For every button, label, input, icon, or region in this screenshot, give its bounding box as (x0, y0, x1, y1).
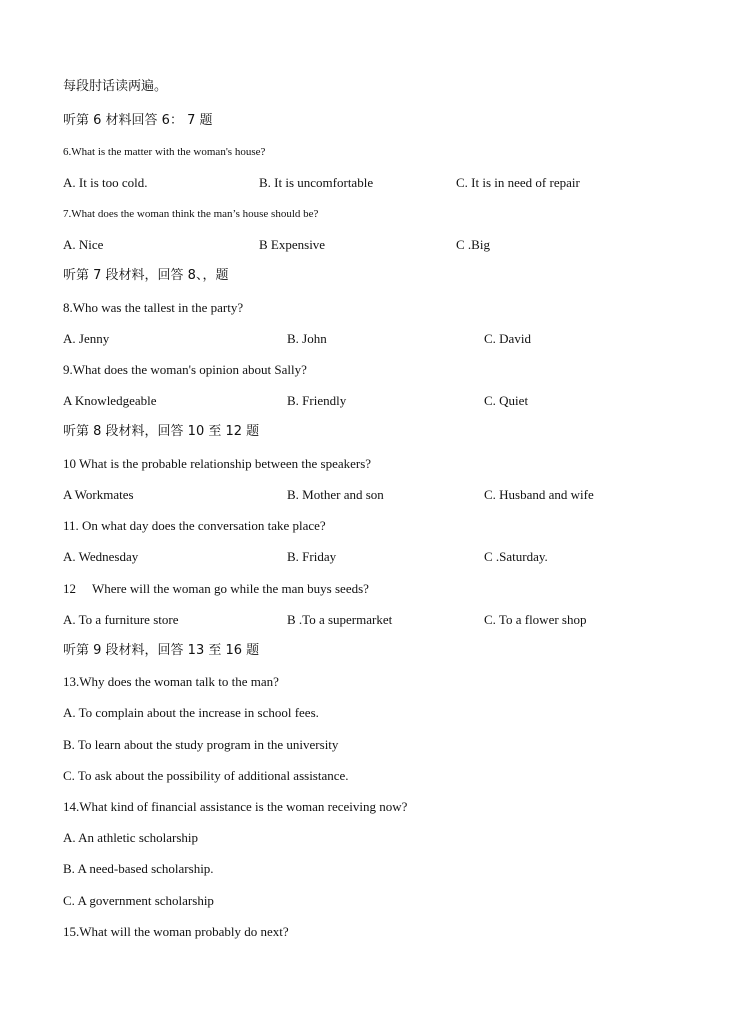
option-b: B. Mother and son (287, 487, 384, 502)
section-heading: 听第 9 段材料，回答 13 至 16 题 (63, 643, 260, 658)
option-a: A. Jenny (63, 331, 110, 346)
intro-text: 每段肘话读两遍。 (63, 79, 168, 94)
option-c: C. Quiet (484, 393, 529, 408)
option-c: C. It is in need of repair (456, 175, 580, 190)
option-b: B. It is uncomfortable (259, 175, 374, 190)
section-heading: 听第 6 材料回答 6： 7 题 (63, 113, 213, 128)
option-c: C. To a flower shop (484, 612, 587, 627)
option-a: A Knowledgeable (63, 393, 157, 408)
option-a: A. It is too cold. (63, 175, 148, 190)
option-c: C. A government scholarship (63, 893, 214, 908)
option-a: A. Nice (63, 237, 104, 252)
question-text: 12 Where will the woman go while the man buys seeds? (63, 581, 369, 596)
question-text: 6.What is the matter with the woman's house? (63, 146, 266, 158)
option-c: C .Big (456, 237, 490, 252)
option-b: B. Friday (287, 549, 337, 564)
question-text: 13.Why does the woman talk to the man? (63, 674, 279, 689)
question-text: 8.Who was the tallest in the party? (63, 300, 244, 315)
option-a: A. To a furniture store (63, 612, 179, 627)
question-text: 11. On what day does the conversation take place? (63, 518, 326, 533)
option-c: C. David (484, 331, 531, 346)
question-text: 15.What will the woman probably do next? (63, 924, 289, 939)
option-b: B. To learn about the study program in the university (63, 737, 339, 752)
option-b: B .To a supermarket (287, 612, 393, 627)
section-heading: 听第 8 段材料，回答 10 至 12 题 (63, 424, 260, 439)
question-text: 9.What does the woman's opinion about Sally? (63, 362, 307, 377)
question-text: 10 What is the probable relationship between the speakers? (63, 456, 372, 471)
option-c: C. Husband and wife (484, 487, 594, 502)
option-a: A Workmates (63, 487, 134, 502)
option-a: A. An athletic scholarship (63, 830, 199, 845)
option-b: B Expensive (259, 237, 326, 252)
option-b: B. Friendly (287, 393, 347, 408)
option-b: B. John (287, 331, 327, 346)
option-a: A. To complain about the increase in school fees. (63, 705, 319, 720)
question-text: 14.What kind of financial assistance is the woman receiving now? (63, 799, 408, 814)
option-c: C. To ask about the possibility of additional assistance. (63, 768, 349, 783)
option-b: B. A need-based scholarship. (63, 861, 214, 876)
option-a: A. Wednesday (63, 549, 139, 564)
option-c: C .Saturday. (484, 549, 548, 564)
question-text: 7.What does the woman think the man’s house should be? (63, 208, 319, 220)
section-heading: 听第 7 段材料，回答 8、，题 (63, 268, 229, 283)
